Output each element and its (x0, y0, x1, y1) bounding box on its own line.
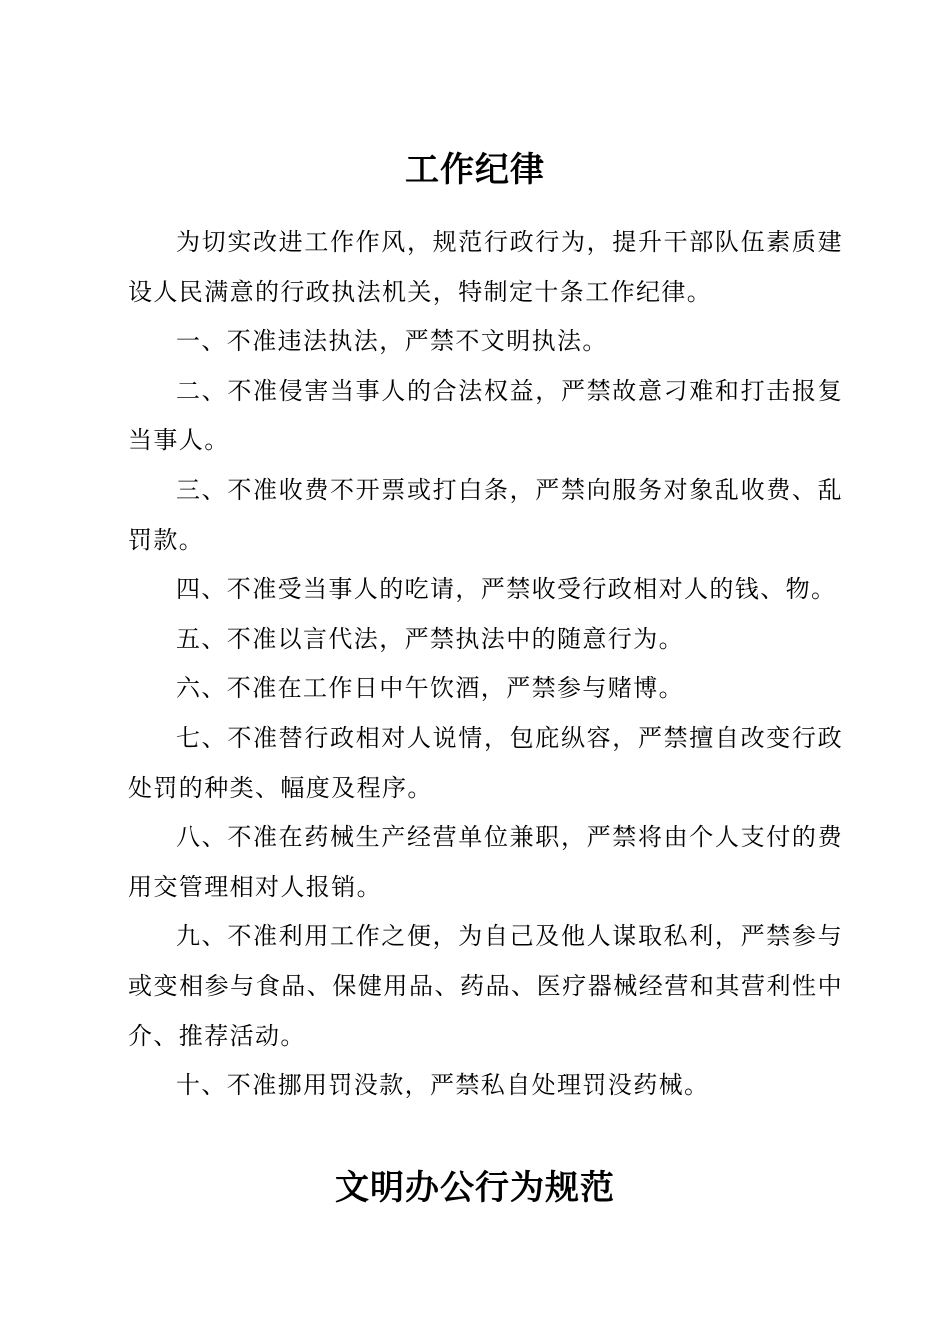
rule-item-6: 六、不准在工作日中午饮酒，严禁参与赌博。 (176, 674, 684, 703)
rule-item-10: 十、不准挪用罚没款，严禁私自处理罚没药械。 (176, 1071, 710, 1100)
rule-item-7: 七、不准替行政相对人说情，包庇纵容，严禁擅自改变行政处罚的种类、幅度及程序。 (128, 723, 843, 802)
rule-item-2: 二、不准侵害当事人的合法权益，严禁故意刁难和打击报复当事人。 (128, 376, 843, 455)
rule-item-8: 八、不准在药械生产经营单位兼职，严禁将由个人支付的费用交管理相对人报销。 (128, 823, 843, 901)
rule-item-1: 一、不准违法执法，严禁不文明执法。 (176, 327, 608, 356)
document-title: 工作纪律 (405, 150, 545, 190)
rule-item-3: 三、不准收费不开票或打白条，严禁向服务对象乱收费、乱罚款。 (128, 475, 843, 554)
rule-item-4: 四、不准受当事人的吃请，严禁收受行政相对人的钱、物。 (176, 575, 837, 604)
document-body (128, 218, 843, 1111)
rule-item-9: 九、不准利用工作之便，为自己及他人谋取私利，严禁参与或变相参与食品、保健用品、药品、医疗器械经营和其营利性中介、推荐活动。 (128, 922, 843, 1050)
rule-item-5: 五、不准以言代法，严禁执法中的随意行为。 (176, 624, 684, 653)
next-section-title: 文明办公行为规范 (335, 1168, 615, 1208)
intro-paragraph: 为切实改进工作作风，规范行政行为，提升干部队伍素质建设人民满意的行政执法机关，特制定十条工作纪律。 (128, 228, 843, 306)
